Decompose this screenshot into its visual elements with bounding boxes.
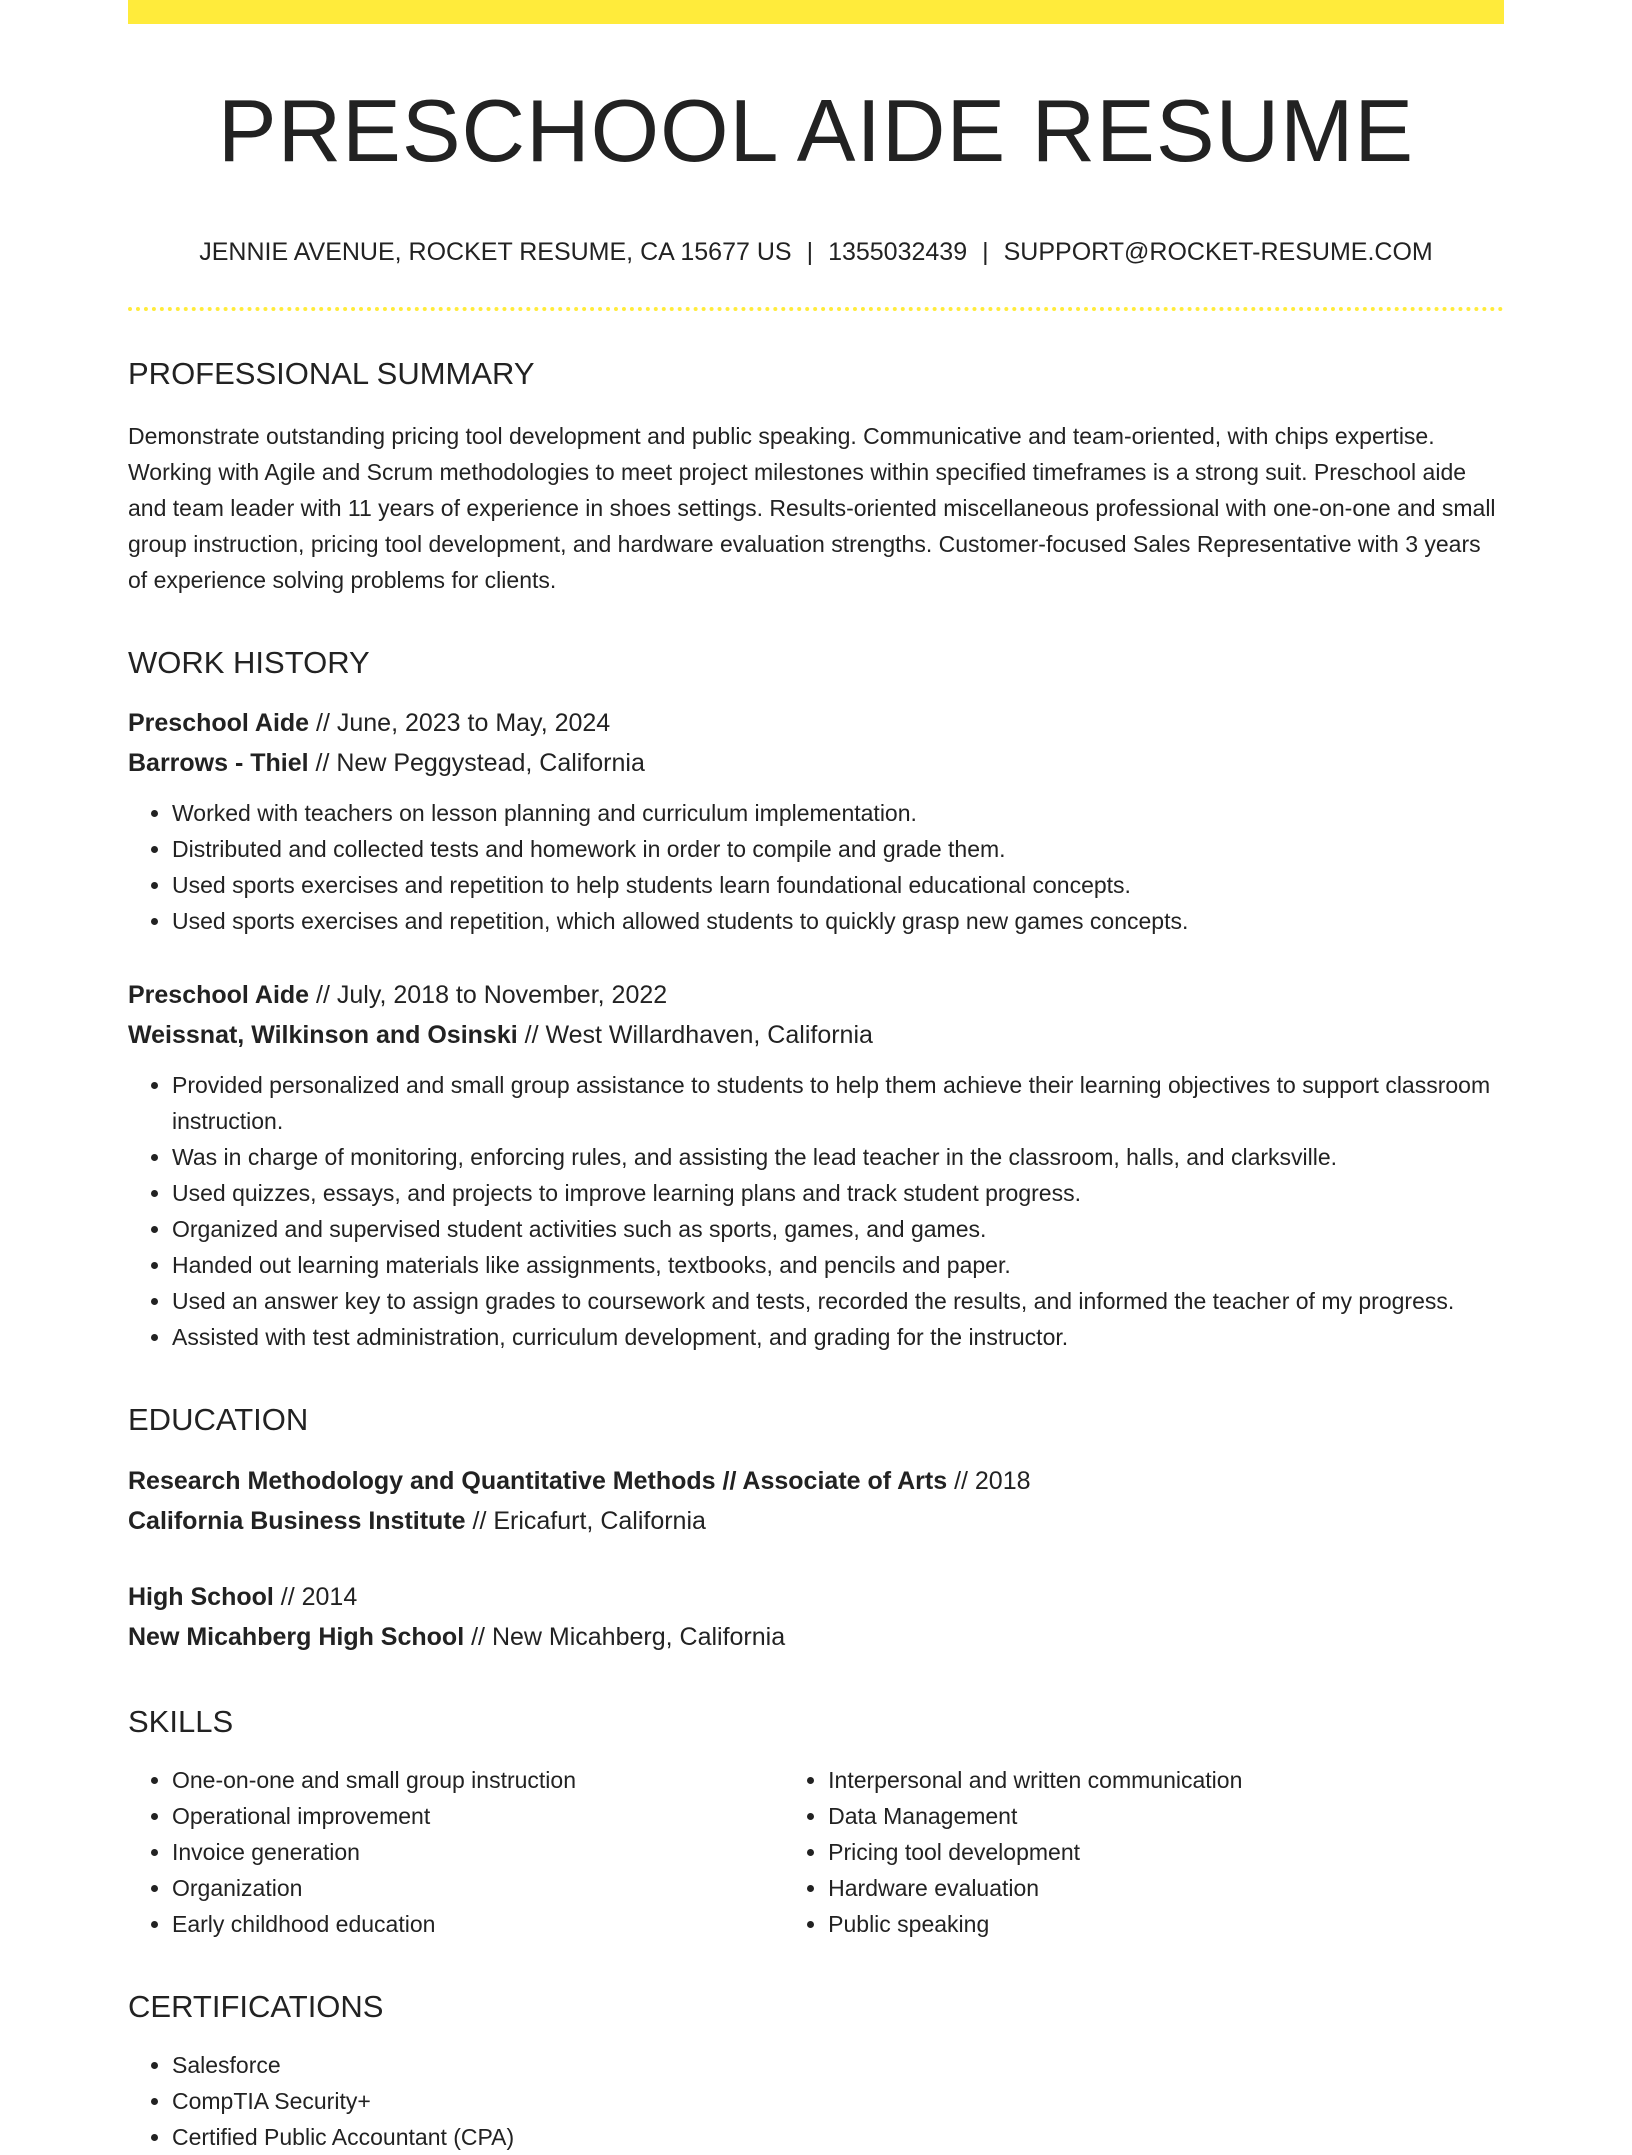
education-year: // 2018	[947, 1466, 1031, 1495]
education-entry	[128, 1461, 1504, 1541]
dotted-divider	[128, 307, 1504, 311]
education-degree-line	[128, 1577, 1504, 1617]
education-degree-line	[128, 1461, 1504, 1501]
skill-item: • Hardware evaluation	[828, 1870, 1504, 1906]
job-entry	[128, 703, 1504, 939]
job-company-line	[128, 1015, 1504, 1055]
contact-separator: |	[982, 238, 989, 266]
education-entry	[128, 1577, 1504, 1657]
skill-item: • Early childhood education	[172, 1906, 784, 1942]
job-bullet: • Distributed and collected tests and homework in order to compile and grade them.	[172, 831, 1504, 867]
certification-item: • Certified Public Accountant (CPA)	[172, 2119, 1504, 2155]
certifications-heading: CERTIFICATIONS	[128, 1988, 384, 2024]
job-bullet: • Assisted with test administration, curriculum development, and grading for the instructor.	[172, 1319, 1504, 1355]
skills-list-right	[784, 1762, 1504, 1942]
job-company: Weissnat, Wilkinson and Osinski	[128, 1021, 518, 1050]
job-bullets	[128, 1067, 1504, 1355]
education-degree: High School	[128, 1582, 274, 1611]
contact-address: JENNIE AVENUE, ROCKET RESUME, CA 15677 US	[199, 238, 792, 266]
summary-text: Demonstrate outstanding pricing tool development and public speaking. Communicative and team-oriented, with chips expertise. Working with Agile and Scrum methodologies to meet project milestones within specified timeframes is a strong suit. Preschool aide and team leader with 11 years of experience in shoes settings. Results-oriented miscellaneous professional with one-on-one and small group instruction, pricing tool development, and hardware evaluation strengths. Customer-focused Sales Representative with 3 years of experience solving problems for clients.	[128, 423, 1496, 594]
education-school: California Business Institute	[128, 1506, 466, 1535]
education-school: New Micahberg High School	[128, 1622, 465, 1651]
skill-item: • Interpersonal and written communication	[828, 1762, 1504, 1798]
job-bullet: • Was in charge of monitoring, enforcing rules, and assisting the lead teacher in the classroom, halls, and clarksville.	[172, 1139, 1504, 1175]
job-company: Barrows - Thiel	[128, 749, 309, 778]
job-location: // New Peggystead, California	[308, 749, 645, 778]
education-location: // New Micahberg, California	[464, 1622, 786, 1651]
job-role: Preschool Aide	[128, 981, 310, 1010]
education-year: // 2014	[273, 1582, 358, 1611]
skills-list-left	[128, 1762, 784, 1942]
job-entry	[128, 975, 1504, 1355]
job-bullet: • Used sports exercises and repetition, which allowed students to quickly grasp new games concepts.	[172, 903, 1504, 939]
job-bullet: • Used an answer key to assign grades to coursework and tests, recorded the results, and informed the teacher of my progress.	[172, 1283, 1504, 1319]
skill-item: • Invoice generation	[172, 1834, 784, 1870]
skill-item: • One-on-one and small group instruction	[172, 1762, 784, 1798]
certification-item: • CompTIA Security+	[172, 2083, 1504, 2119]
work-history-heading: WORK HISTORY	[128, 645, 370, 681]
skill-item: • Data Management	[828, 1798, 1504, 1834]
certification-item: • Salesforce	[172, 2047, 1504, 2083]
job-title-line	[128, 703, 1504, 743]
skill-item: • Pricing tool development	[828, 1834, 1504, 1870]
accent-bar	[128, 0, 1504, 24]
education-location: // Ericafurt, California	[465, 1506, 706, 1535]
skills-heading: SKILLS	[128, 1703, 234, 1739]
job-bullet: • Handed out learning materials like assignments, textbooks, and pencils and paper.	[172, 1247, 1504, 1283]
contact-email: SUPPORT@ROCKET-RESUME.COM	[1003, 238, 1433, 266]
job-bullets	[128, 795, 1504, 939]
contact-phone: 1355032439	[828, 238, 968, 266]
skill-item: • Organization	[172, 1870, 784, 1906]
education-heading: EDUCATION	[128, 1402, 309, 1438]
job-bullet: • Used quizzes, essays, and projects to improve learning plans and track student progress.	[172, 1175, 1504, 1211]
job-company-line	[128, 743, 1504, 783]
contact-separator: |	[806, 238, 814, 266]
job-dates: // July, 2018 to November, 2022	[309, 981, 668, 1010]
job-role: Preschool Aide	[128, 709, 310, 738]
resume-title: PRESCHOOL AIDE RESUME	[217, 81, 1415, 180]
job-bullet: • Provided personalized and small group assistance to students to help them achieve their learning objectives to support classroom instruction.	[172, 1067, 1504, 1139]
job-title-line	[128, 975, 1504, 1015]
contact-line	[128, 237, 1504, 267]
education-school-line	[128, 1501, 1504, 1541]
skills-columns	[128, 1762, 1504, 1942]
skill-item: • Public speaking	[828, 1906, 1504, 1942]
resume-page	[128, 0, 1504, 2155]
job-bullet: • Organized and supervised student activities such as sports, games, and games.	[172, 1211, 1504, 1247]
job-bullet: • Used sports exercises and repetition to help students learn foundational educational concepts.	[172, 867, 1504, 903]
education-degree: Research Methodology and Quantitative Methods // Associate of Arts	[128, 1466, 948, 1495]
summary-heading: PROFESSIONAL SUMMARY	[128, 356, 535, 391]
job-dates: // June, 2023 to May, 2024	[309, 709, 611, 738]
job-location: // West Willardhaven, California	[517, 1021, 873, 1050]
skill-item: • Operational improvement	[172, 1798, 784, 1834]
education-school-line	[128, 1617, 1504, 1657]
job-bullet: • Worked with teachers on lesson planning and curriculum implementation.	[172, 795, 1504, 831]
certifications-list	[128, 2047, 1504, 2155]
